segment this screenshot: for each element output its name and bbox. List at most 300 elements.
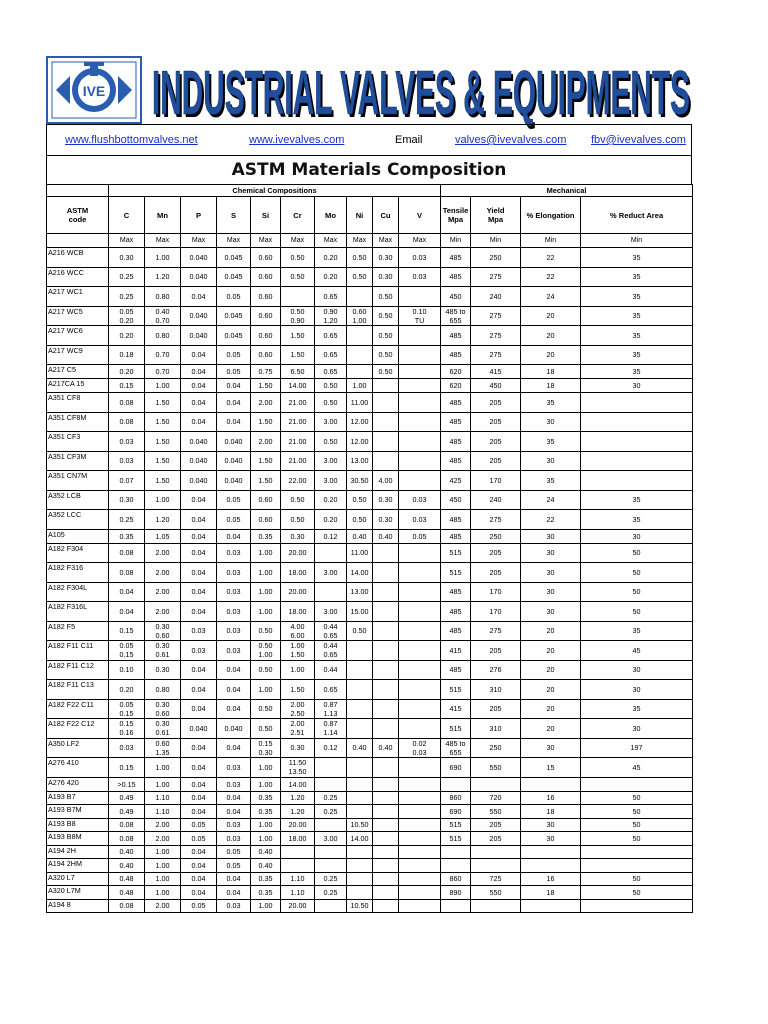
table-cell: 0.30	[109, 248, 145, 268]
table-cell: 1.00	[251, 543, 281, 563]
table-cell	[471, 859, 521, 873]
table-cell: 10.50	[347, 899, 373, 913]
table-cell: 1.20	[281, 791, 315, 805]
table-cell: 1.00 1.50	[281, 641, 315, 661]
table-row	[47, 248, 693, 268]
table-cell: 485	[441, 510, 471, 530]
table-cell: 30	[521, 451, 581, 471]
table-cell: 20	[521, 660, 581, 680]
table-cell	[581, 899, 693, 913]
table-cell: 0.12	[315, 529, 347, 543]
table-cell: 0.30	[281, 738, 315, 758]
limit-subheader: Max	[181, 234, 217, 248]
table-cell	[373, 582, 399, 602]
table-cell: 0.60	[251, 490, 281, 510]
table-cell: 310	[471, 680, 521, 700]
table-cell: 0.50	[347, 621, 373, 641]
table-cell: 50	[581, 805, 693, 819]
table-cell: 0.48	[109, 872, 145, 886]
table-cell: 240	[471, 490, 521, 510]
table-cell: 1.00	[251, 899, 281, 913]
table-cell: 0.40	[373, 529, 399, 543]
table-row	[47, 719, 693, 739]
table-cell	[399, 602, 441, 622]
table-cell: 860	[441, 791, 471, 805]
limit-subheader: Min	[471, 234, 521, 248]
table-cell: 15	[521, 758, 581, 778]
table-cell: 0.05 0.20	[109, 306, 145, 326]
table-cell: 0.20	[315, 510, 347, 530]
table-cell: 35	[581, 326, 693, 346]
table-cell: 0.50	[347, 510, 373, 530]
table-cell: 0.70	[145, 365, 181, 379]
table-row	[47, 365, 693, 379]
table-cell: 0.04	[181, 660, 217, 680]
table-cell	[399, 621, 441, 641]
limit-subheader	[47, 234, 109, 248]
table-cell: 1.50	[251, 412, 281, 432]
table-row	[47, 379, 693, 393]
table-cell: 0.05	[399, 529, 441, 543]
table-cell: 4.00 6.00	[281, 621, 315, 641]
table-cell: 0.04	[181, 393, 217, 413]
table-cell: 0.040	[181, 248, 217, 268]
table-cell: 205	[471, 451, 521, 471]
table-cell: 0.04	[181, 412, 217, 432]
table-cell	[399, 543, 441, 563]
table-cell	[373, 602, 399, 622]
table-cell: 0.05	[217, 287, 251, 307]
table-cell: 0.50	[281, 267, 315, 287]
table-cell: 0.60	[251, 267, 281, 287]
table-cell	[399, 451, 441, 471]
table-cell: 170	[471, 471, 521, 491]
astm-code-cell: A193 B7	[47, 791, 109, 805]
table-cell: 0.50	[373, 345, 399, 365]
column-header-row	[47, 197, 693, 234]
table-cell	[399, 719, 441, 739]
table-cell	[373, 758, 399, 778]
column-header: Ni	[347, 197, 373, 234]
table-cell: 0.04	[109, 582, 145, 602]
table-cell: 1.00	[145, 248, 181, 268]
table-cell: 550	[471, 805, 521, 819]
table-cell: 22	[521, 267, 581, 287]
table-cell	[373, 432, 399, 452]
table-cell	[315, 818, 347, 832]
table-cell: 30	[521, 832, 581, 846]
table-cell: 14.00	[281, 777, 315, 791]
table-cell	[373, 818, 399, 832]
table-cell: 0.045	[217, 248, 251, 268]
table-cell: 170	[471, 582, 521, 602]
table-cell: 275	[471, 267, 521, 287]
table-cell: 50	[581, 602, 693, 622]
table-cell: 0.03	[217, 758, 251, 778]
astm-code-cell: A217 WC5	[47, 306, 109, 326]
table-cell: 0.03	[217, 818, 251, 832]
table-cell: 0.15	[109, 621, 145, 641]
astm-code-cell: A182 F304L	[47, 582, 109, 602]
table-row	[47, 345, 693, 365]
table-cell: 1.50	[281, 345, 315, 365]
table-cell: 0.20	[109, 326, 145, 346]
table-cell: 30	[581, 719, 693, 739]
table-cell: 1.00	[251, 680, 281, 700]
table-cell: 1.20	[145, 510, 181, 530]
table-cell: 2.00	[251, 432, 281, 452]
table-cell: 0.03	[217, 602, 251, 622]
table-cell: 425	[441, 471, 471, 491]
table-cell: 0.50	[315, 379, 347, 393]
table-cell: 11.00	[347, 543, 373, 563]
table-cell	[373, 379, 399, 393]
table-cell: 14.00	[281, 379, 315, 393]
table-cell: 1.10	[145, 805, 181, 819]
table-cell: 0.04	[181, 859, 217, 873]
table-cell: 0.60	[251, 345, 281, 365]
table-cell: 1.00	[251, 602, 281, 622]
table-cell: 515	[441, 563, 471, 583]
table-cell: 30.50	[347, 471, 373, 491]
table-cell: 2.00	[145, 543, 181, 563]
table-cell: 725	[471, 872, 521, 886]
table-row	[47, 832, 693, 846]
table-cell: 1.50	[281, 680, 315, 700]
astm-code-cell: A194 8	[47, 899, 109, 913]
table-cell: 0.50	[281, 490, 315, 510]
table-cell: 0.90 1.20	[315, 306, 347, 326]
table-cell: 205	[471, 699, 521, 719]
limit-subheader: Max	[281, 234, 315, 248]
table-cell: 415	[441, 699, 471, 719]
table-cell	[399, 379, 441, 393]
table-cell	[347, 326, 373, 346]
table-cell: 20.00	[281, 818, 315, 832]
table-cell: 0.04	[217, 393, 251, 413]
table-cell: 50	[581, 872, 693, 886]
table-cell: 0.03	[217, 621, 251, 641]
svg-text:IVE: IVE	[82, 83, 106, 99]
table-cell: 15.00	[347, 602, 373, 622]
table-cell: 860	[441, 872, 471, 886]
table-cell: 1.10	[145, 791, 181, 805]
table-cell: 0.48	[109, 886, 145, 900]
table-cell	[373, 832, 399, 846]
table-cell: 515	[441, 543, 471, 563]
table-cell: 0.04	[181, 543, 217, 563]
table-cell	[373, 660, 399, 680]
table-cell: 0.040	[181, 267, 217, 287]
table-cell: 12.00	[347, 432, 373, 452]
table-cell: 415	[471, 365, 521, 379]
table-row	[47, 412, 693, 432]
astm-code-cell: A351 CF3	[47, 432, 109, 452]
table-cell: 3.00	[315, 412, 347, 432]
table-cell: 20	[521, 699, 581, 719]
table-cell: 1.20	[145, 267, 181, 287]
table-cell: 0.04	[217, 872, 251, 886]
email-valves[interactable]: valves@ivevalves.com	[455, 134, 567, 146]
table-cell: 30	[581, 680, 693, 700]
table-cell	[399, 393, 441, 413]
table-row	[47, 845, 693, 859]
table-cell	[399, 872, 441, 886]
table-cell	[521, 859, 581, 873]
table-cell: 3.00	[315, 451, 347, 471]
table-cell: 0.05	[181, 832, 217, 846]
table-cell: 0.50	[251, 621, 281, 641]
table-cell	[399, 859, 441, 873]
table-cell: 0.35	[251, 529, 281, 543]
table-cell: 0.35	[251, 886, 281, 900]
table-cell: 0.49	[109, 791, 145, 805]
table-cell: 0.50	[347, 267, 373, 287]
table-cell: 0.40 0.70	[145, 306, 181, 326]
table-cell: 0.045	[217, 267, 251, 287]
column-header: Si	[251, 197, 281, 234]
table-cell: 0.30	[373, 267, 399, 287]
table-cell: 0.30	[281, 529, 315, 543]
table-cell: 0.50 0.90	[281, 306, 315, 326]
table-cell: 1.10	[281, 886, 315, 900]
table-cell	[315, 758, 347, 778]
table-cell	[373, 451, 399, 471]
table-cell: 0.03	[109, 738, 145, 758]
table-cell	[399, 471, 441, 491]
table-cell	[581, 471, 693, 491]
table-cell: 0.03	[109, 432, 145, 452]
table-cell: 3.00	[315, 563, 347, 583]
column-header: % Elongation	[521, 197, 581, 234]
limit-subheader: Max	[399, 234, 441, 248]
table-cell: 1.10	[281, 872, 315, 886]
table-cell: 50	[581, 563, 693, 583]
table-cell: 0.40	[109, 859, 145, 873]
table-cell: 0.04	[109, 602, 145, 622]
table-row	[47, 267, 693, 287]
table-cell: 20	[521, 306, 581, 326]
table-cell: 0.03	[217, 641, 251, 661]
table-row	[47, 621, 693, 641]
table-cell: 485	[441, 582, 471, 602]
table-cell: 0.08	[109, 393, 145, 413]
table-cell	[521, 845, 581, 859]
table-cell: 35	[581, 306, 693, 326]
table-cell: 0.60 1.35	[145, 738, 181, 758]
table-cell: 485	[441, 529, 471, 543]
table-cell: 11.50 13.50	[281, 758, 315, 778]
table-cell: 35	[581, 490, 693, 510]
table-cell: 0.03	[109, 451, 145, 471]
table-cell: 0.08	[109, 818, 145, 832]
table-cell: 0.08	[109, 832, 145, 846]
table-cell: 0.040	[217, 471, 251, 491]
table-cell: 0.05	[217, 345, 251, 365]
table-cell: 35	[581, 267, 693, 287]
table-cell: 21.00	[281, 393, 315, 413]
table-cell: 0.04	[217, 805, 251, 819]
table-cell: 1.50	[145, 432, 181, 452]
table-cell	[399, 818, 441, 832]
table-cell: 0.50	[347, 248, 373, 268]
table-cell: 485	[441, 660, 471, 680]
table-cell	[373, 845, 399, 859]
table-cell: 0.04	[217, 791, 251, 805]
astm-code-cell: A351 CF8	[47, 393, 109, 413]
table-cell: 415	[441, 641, 471, 661]
limit-subheader: Min	[441, 234, 471, 248]
table-cell: 0.60	[251, 326, 281, 346]
table-cell	[399, 777, 441, 791]
table-cell: 0.08	[109, 412, 145, 432]
table-cell: 0.15 0.30	[251, 738, 281, 758]
table-cell	[347, 791, 373, 805]
table-cell: 0.40	[251, 845, 281, 859]
subheader-row	[47, 234, 693, 248]
table-cell	[347, 719, 373, 739]
table-cell: 16	[521, 872, 581, 886]
table-cell	[347, 805, 373, 819]
table-cell: 0.03	[217, 899, 251, 913]
table-cell	[347, 680, 373, 700]
table-cell: 0.07	[109, 471, 145, 491]
table-cell: 485	[441, 345, 471, 365]
column-header: V	[399, 197, 441, 234]
astm-code-cell: A182 F22 C12	[47, 719, 109, 739]
table-row	[47, 432, 693, 452]
table-cell	[441, 845, 471, 859]
astm-code-cell: A352 LCC	[47, 510, 109, 530]
table-cell: 2.00	[145, 818, 181, 832]
table-cell	[399, 412, 441, 432]
email-fbv[interactable]: fbv@ivevalves.com	[591, 134, 686, 146]
table-cell: 485	[441, 621, 471, 641]
table-cell: 515	[441, 680, 471, 700]
table-cell: 1.00	[251, 818, 281, 832]
table-cell: 0.80	[145, 326, 181, 346]
table-cell: 24	[521, 287, 581, 307]
table-cell: 3.00	[315, 471, 347, 491]
table-cell: 485	[441, 393, 471, 413]
table-cell: 6.50	[281, 365, 315, 379]
table-cell: 30	[521, 602, 581, 622]
table-cell: 0.30	[373, 510, 399, 530]
table-cell: 0.04	[217, 529, 251, 543]
table-cell: 0.50	[373, 326, 399, 346]
table-cell: 0.03	[181, 641, 217, 661]
table-cell: 620	[441, 379, 471, 393]
brand-title	[150, 50, 696, 130]
astm-code-cell: A351 CF3M	[47, 451, 109, 471]
table-cell	[373, 543, 399, 563]
table-cell	[347, 287, 373, 307]
table-cell: 0.045	[217, 326, 251, 346]
table-cell: 0.20	[315, 248, 347, 268]
column-header: Yield Mpa	[471, 197, 521, 234]
table-cell: 485 to 655	[441, 738, 471, 758]
table-cell: 1.00	[281, 660, 315, 680]
table-cell	[399, 563, 441, 583]
table-cell: 20.00	[281, 582, 315, 602]
table-cell: 0.05	[217, 859, 251, 873]
table-cell: 0.05	[217, 845, 251, 859]
table-cell: 0.04	[181, 287, 217, 307]
table-cell: 22.00	[281, 471, 315, 491]
table-cell: 0.03	[217, 832, 251, 846]
table-cell: 2.00 2.51	[281, 719, 315, 739]
table-cell	[373, 621, 399, 641]
page-title: ASTM Materials Composition	[46, 155, 692, 184]
table-cell: 0.30 0.61	[145, 719, 181, 739]
table-cell: 205	[471, 543, 521, 563]
limit-subheader: Max	[217, 234, 251, 248]
table-cell: 22	[521, 510, 581, 530]
table-cell: 0.08	[109, 899, 145, 913]
table-cell: 0.04	[181, 738, 217, 758]
table-cell: 515	[441, 818, 471, 832]
table-row	[47, 563, 693, 583]
table-cell: 250	[471, 248, 521, 268]
table-cell	[581, 451, 693, 471]
table-cell: 1.20	[281, 805, 315, 819]
table-cell: 0.04	[181, 845, 217, 859]
table-cell	[373, 791, 399, 805]
astm-code-cell: A182 F316L	[47, 602, 109, 622]
table-cell	[471, 777, 521, 791]
table-cell	[441, 859, 471, 873]
table-cell: 275	[471, 510, 521, 530]
table-row	[47, 306, 693, 326]
table-cell: 18.00	[281, 602, 315, 622]
table-cell: 0.04	[181, 699, 217, 719]
table-cell: 0.87 1.13	[315, 699, 347, 719]
table-cell: 0.04	[217, 886, 251, 900]
table-cell: 0.60 1.00	[347, 306, 373, 326]
table-cell: 197	[581, 738, 693, 758]
table-cell: 35	[521, 471, 581, 491]
table-cell: 0.30 0.60	[145, 621, 181, 641]
table-cell: 0.04	[217, 412, 251, 432]
table-cell: 0.30 0.60	[145, 699, 181, 719]
table-cell: 0.20	[315, 267, 347, 287]
table-cell: 0.25	[109, 287, 145, 307]
table-cell	[441, 777, 471, 791]
limit-subheader: Max	[109, 234, 145, 248]
table-cell	[581, 777, 693, 791]
table-row	[47, 471, 693, 491]
table-cell	[373, 680, 399, 700]
table-cell: 250	[471, 738, 521, 758]
table-cell: 0.08	[109, 563, 145, 583]
astm-code-cell: A182 F5	[47, 621, 109, 641]
table-row	[47, 738, 693, 758]
table-cell: 2.00	[145, 832, 181, 846]
table-cell: 0.040	[181, 719, 217, 739]
table-cell: 1.50	[251, 451, 281, 471]
column-header: Mn	[145, 197, 181, 234]
table-cell: 21.00	[281, 451, 315, 471]
table-cell: 0.35	[251, 805, 281, 819]
astm-code-cell: A217 WC6	[47, 326, 109, 346]
table-cell: 2.00	[251, 393, 281, 413]
table-cell: 0.040	[181, 306, 217, 326]
table-cell: 0.25	[315, 791, 347, 805]
table-cell	[347, 845, 373, 859]
link-flushbottomvalves[interactable]: www.flushbottomvalves.net	[65, 134, 198, 146]
table-cell: 0.60	[251, 287, 281, 307]
link-ivevalves[interactable]: www.ivevalves.com	[249, 134, 345, 146]
